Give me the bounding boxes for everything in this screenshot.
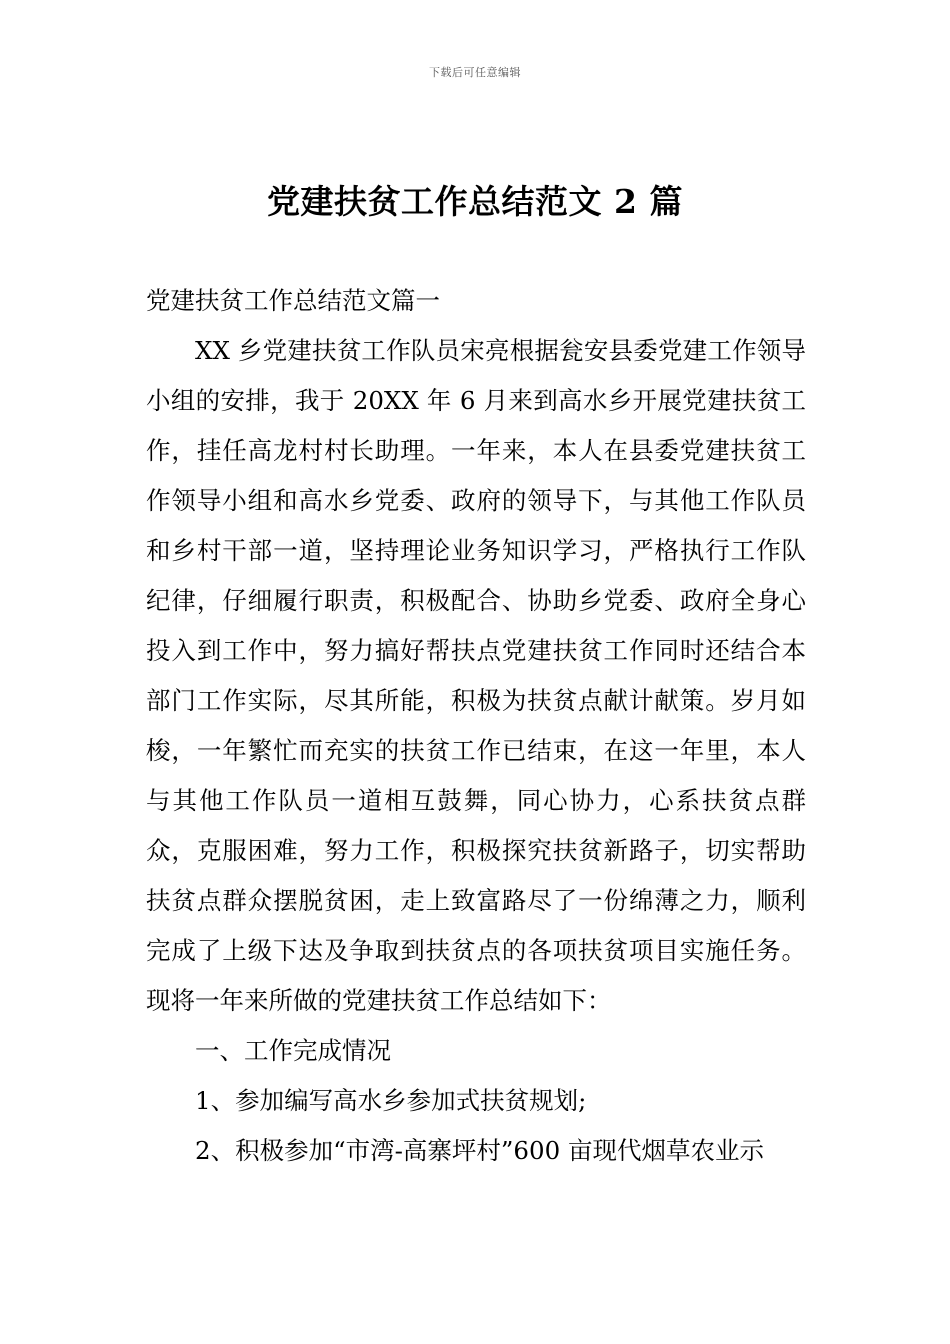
list-item: 1、参加编写高水乡参加式扶贫规划; bbox=[195, 1086, 587, 1115]
intro-paragraph: XX 乡党建扶贫工作队员宋亮根据瓮安县委党建工作领导小组的安排，我于 20XX 年 6 月来到高水乡开展党建扶贫工作，挂任高龙村村长助理。一年来，本人在县委党建扶贫工作领导小组和高水乡党委、政府的领导下，与其他工作队员和乡村干部一道，坚持理论业务知识学习，严格执行工作队纪律，仔细履行职责，积极配合、协助乡党委、政府全身心投入到工作中，努力搞好帮扶点党建扶贫工作同时还结合本部门工作实际，尽其所能，积极为扶贫点献计献策。岁月如梭，一年繁忙而充实的扶贫工作已结束，在这一年里，本人与其他工作队员一道相互鼓舞，同心协力，心系扶贫点群众，克服困难，努力工作，积极探究扶贫新路子，切实帮助扶贫点群众摆脱贫困，走上致富路尽了一份绵薄之力，顺利完成了上级下达及争取到扶贫点的各项扶贫项目实施任务。现将一年来所做的党建扶贫工作总结如下： bbox=[146, 336, 806, 1015]
page-header-note: 下载后可任意编辑 bbox=[429, 66, 521, 79]
document-body bbox=[146, 276, 806, 1176]
document-title: 党建扶贫工作总结范文 2 篇 bbox=[267, 182, 683, 221]
section-subtitle: 党建扶贫工作总结范文篇一 bbox=[146, 286, 440, 315]
section-heading: 一、工作完成情况 bbox=[195, 1036, 391, 1065]
list-item: 2、积极参加“市湾-高寨坪村”600 亩现代烟草农业示 bbox=[195, 1136, 764, 1165]
